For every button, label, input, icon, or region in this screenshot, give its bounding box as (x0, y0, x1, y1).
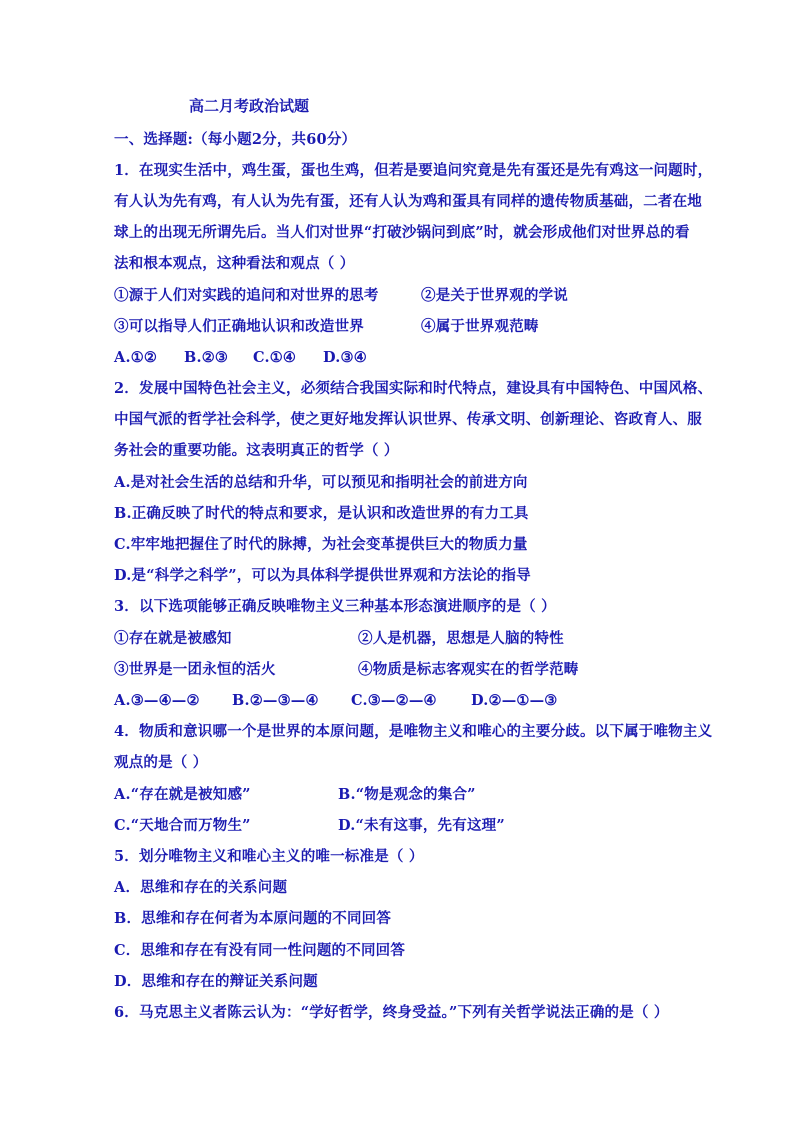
question-3-statement-2: ②人是机器，思想是人脑的特性 (358, 630, 564, 647)
question-3-statement-3: ③世界是一团永恒的活火 (114, 661, 276, 678)
question-2-stem-line-2: 中国气派的哲学社会科学，使之更好地发挥认识世界、传承文明、创新理论、咨政育人、服 (114, 411, 702, 428)
question-4-option-d: D.“未有这事，先有这理” (338, 817, 505, 834)
question-1-statement-1: ①源于人们对实践的追问和对世界的思考 (114, 287, 379, 304)
question-5-option-d: D．思维和存在的辩证关系问题 (114, 973, 318, 990)
question-5-option-b: B．思维和存在何者为本原问题的不同回答 (114, 910, 392, 927)
question-4-stem-line-2: 观点的是（ ） (114, 754, 208, 771)
question-1-statement-3: ③可以指导人们正确地认识和改造世界 (114, 318, 364, 335)
question-1-option-d: D.③④ (323, 349, 367, 366)
question-1-option-c: C.①④ (253, 349, 297, 366)
question-5-option-a: A．思维和存在的关系问题 (114, 879, 288, 896)
question-5-stem: 5．划分唯物主义和唯心主义的唯一标准是（ ） (114, 848, 424, 865)
question-3-stem: 3．以下选项能够正确反映唯物主义三种基本形态演进顺序的是（ ） (114, 598, 556, 615)
question-1-option-a: A.①② (114, 349, 158, 366)
question-3-option-b: B.②—③—④ (232, 692, 319, 709)
question-1-statement-2: ②是关于世界观的学说 (421, 287, 568, 304)
question-1-option-b: B.②③ (184, 349, 229, 366)
question-4-option-c: C.“天地合而万物生” (114, 817, 251, 834)
question-6-stem: 6．马克思主义者陈云认为：“学好哲学，终身受益。”下列有关哲学说法正确的是（ ） (114, 1004, 669, 1021)
question-2-stem-line-1: 2．发展中国特色社会主义，必须结合我国实际和时代特点，建设具有中国特色、中国风格、 (114, 380, 713, 397)
question-3-option-c: C.③—②—④ (351, 692, 437, 709)
question-3-option-a: A.③—④—② (114, 692, 200, 709)
question-5-option-c: C．思维和存在有没有同一性问题的不同回答 (114, 942, 406, 959)
question-2-option-a: A.是对社会生活的总结和升华，可以预见和指明社会的前进方向 (114, 474, 528, 491)
section-heading: 一、选择题:（每小题2分，共60分） (114, 131, 357, 148)
question-2-stem-line-3: 务社会的重要功能。这表明真正的哲学（ ） (114, 442, 399, 459)
question-4-option-b: B.“物是观念的集合” (338, 786, 476, 803)
question-3-statement-4: ④物质是标志客观实在的哲学范畴 (358, 661, 579, 678)
page-title: 高二月考政治试题 (189, 97, 310, 115)
question-4-option-a: A.“存在就是被知感” (114, 786, 251, 803)
question-2-option-b: B.正确反映了时代的特点和要求，是认识和改造世界的有力工具 (114, 505, 529, 522)
question-4-stem-line-1: 4．物质和意识哪一个是世界的本原问题，是唯物主义和唯心的主要分歧。以下属于唯物主义 (114, 723, 713, 740)
question-2-option-c: C.牢牢地把握住了时代的脉搏，为社会变革提供巨大的物质力量 (114, 536, 528, 553)
question-3-statement-1: ①存在就是被感知 (114, 630, 232, 647)
question-1-stem-line-1: 1．在现实生活中，鸡生蛋，蛋也生鸡，但若是要追问究竟是先有蛋还是先有鸡这一问题时， (114, 162, 713, 179)
question-1-stem-line-4: 法和根本观点，这种看法和观点（ ） (114, 255, 355, 272)
question-1-statement-4: ④属于世界观范畴 (421, 318, 539, 335)
question-1-stem-line-3: 球上的出现无所谓先后。当人们对世界“打破沙锅问到底”时，就会形成他们对世界总的看 (114, 224, 690, 241)
question-3-option-d: D.②—①—③ (471, 692, 558, 709)
question-1-stem-line-2: 有人认为先有鸡，有人认为先有蛋，还有人认为鸡和蛋具有同样的遗传物质基础，二者在地 (114, 193, 702, 210)
question-2-option-d: D.是“科学之科学”，可以为具体科学提供世界观和方法论的指导 (114, 567, 531, 584)
